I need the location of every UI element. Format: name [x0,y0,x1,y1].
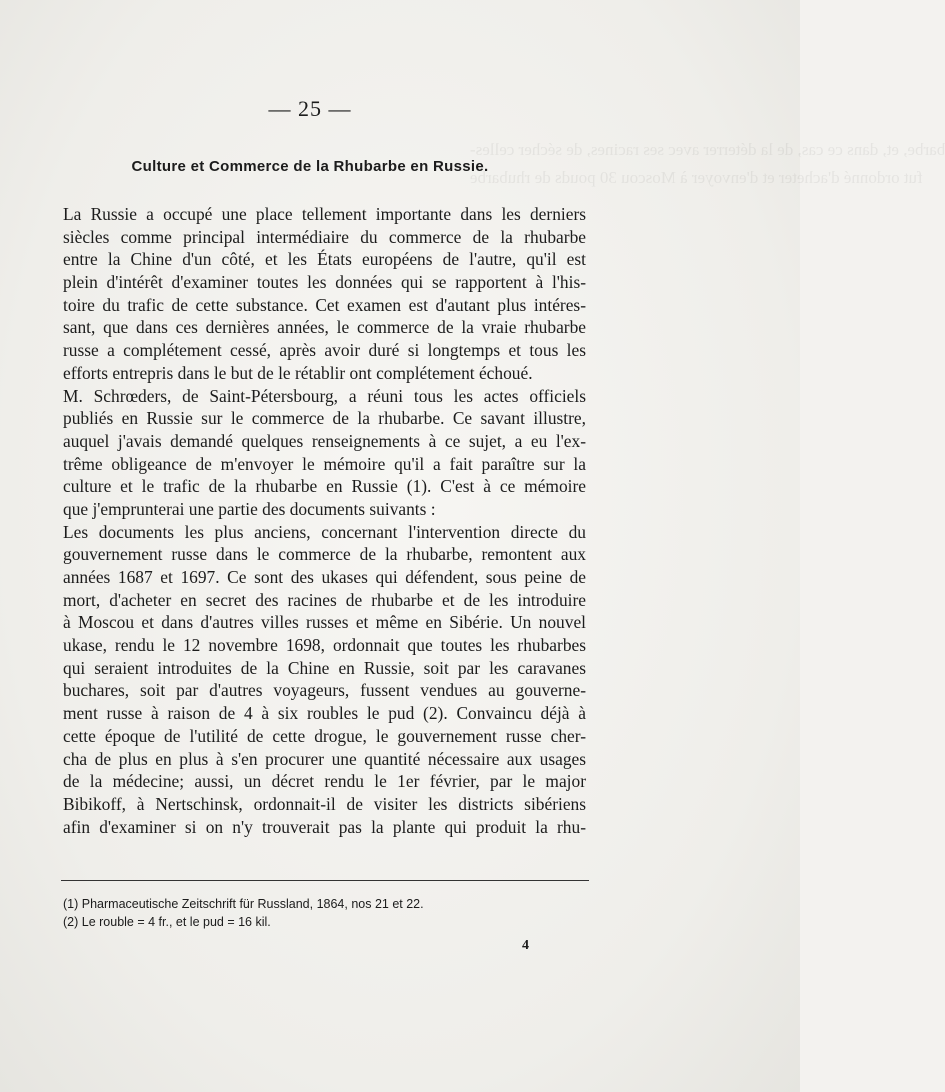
text-line: cette époque de l'utilité de cette drogue, le gouvernement russe cher- [63,725,586,746]
text-line: plein d'intérêt d'examiner toutes les données qui se rapportent à l'his- [63,272,586,293]
text-line: à Moscou et dans d'autres villes russes et même en Sibérie. Un nouvel [63,612,586,633]
text-line: buchares, soit par d'autres voyageurs, fussent vendues au gouverne- [63,680,586,701]
text-line: siècles comme principal intermédiaire du commerce de la rhubarbe [63,226,586,247]
text-line: cha de plus en plus à s'en procurer une quantité nécessaire aux usages [63,748,586,769]
text-line: culture et le trafic de la rhubarbe en Russie (1). C'est à ce mémoire [63,476,586,497]
text-line: entre la Chine d'un côté, et les États européens de l'autre, qu'il est [63,249,586,270]
bleed-through-text: fut ordonné d'acheter et d'envoyer à Moscou 30 pouds de rhubarbe [470,168,923,187]
text-line: afin d'examiner si on n'y trouverait pas la plante qui produit la rhu- [63,816,586,837]
footnote: (2) Le rouble = 4 fr., et le pud = 16 kil. [63,915,271,929]
signature-mark: 4 [522,938,529,953]
footnote: (1) Pharmaceutische Zeitschrift für Russland, 1864, nos 21 et 22. [63,897,424,911]
text-line: efforts entrepris dans le but de le rétablir ont complétement échoué. [63,362,533,383]
text-line: publiés en Russie sur le commerce de la rhubarbe. Ce savant illustre, [63,408,586,429]
text-line: russe a complétement cessé, après avoir duré si longtemps et tous les [63,340,586,361]
text-line: M. Schrœders, de Saint-Pétersbourg, a réuni tous les actes officiels [63,385,586,406]
text-line: auquel j'avais demandé quelques renseignements à ce sujet, a eu l'ex- [63,430,586,451]
text-line: toire du trafic de cette substance. Cet examen est d'autant plus intéres- [63,294,586,315]
footnotes [63,895,583,931]
footnote-divider [61,880,589,881]
text-line: qui seraient introduites de la Chine en Russie, soit par les caravanes [63,657,586,678]
text-line: mort, d'acheter en secret des racines de rhubarbe et de les introduire [63,589,586,610]
bleed-through-text: barbe, et, dans ce cas, de la déterrer avec ses racines, de sécher celles- [470,140,945,159]
text-line: sant, que dans ces dernières années, le commerce de la vraie rhubarbe [63,317,586,338]
chapter-title: Culture et Commerce de la Rhubarbe en Russie. [131,158,489,175]
text-line: Les documents les plus anciens, concernant l'intervention directe du [63,521,586,542]
page-number: — 25 — [268,96,352,121]
text-line: de la médecine; aussi, un décret rendu le 1er février, par le major [63,771,586,792]
text-line: trême obligeance de m'envoyer le mémoire qu'il a fait paraître sur la [63,453,586,474]
text-line: ment russe à raison de 4 à six roubles le pud (2). Convaincu déjà à [63,703,586,724]
text-line: années 1687 et 1697. Ce sont des ukases qui défendent, sous peine de [63,567,586,587]
text-line: La Russie a occupé une place tellement importante dans les derniers [63,204,586,224]
body-text [63,203,586,838]
text-line: que j'emprunterai une partie des documents suivants : [63,498,436,519]
text-line: Bibikoff, à Nertschinsk, ordonnait-il de visiter les districts sibériens [63,793,586,814]
text-line: gouvernement russe dans le commerce de la rhubarbe, remontent aux [63,544,586,565]
text-line: ukase, rendu le 12 novembre 1698, ordonnait que toutes les rhubarbes [63,635,586,656]
